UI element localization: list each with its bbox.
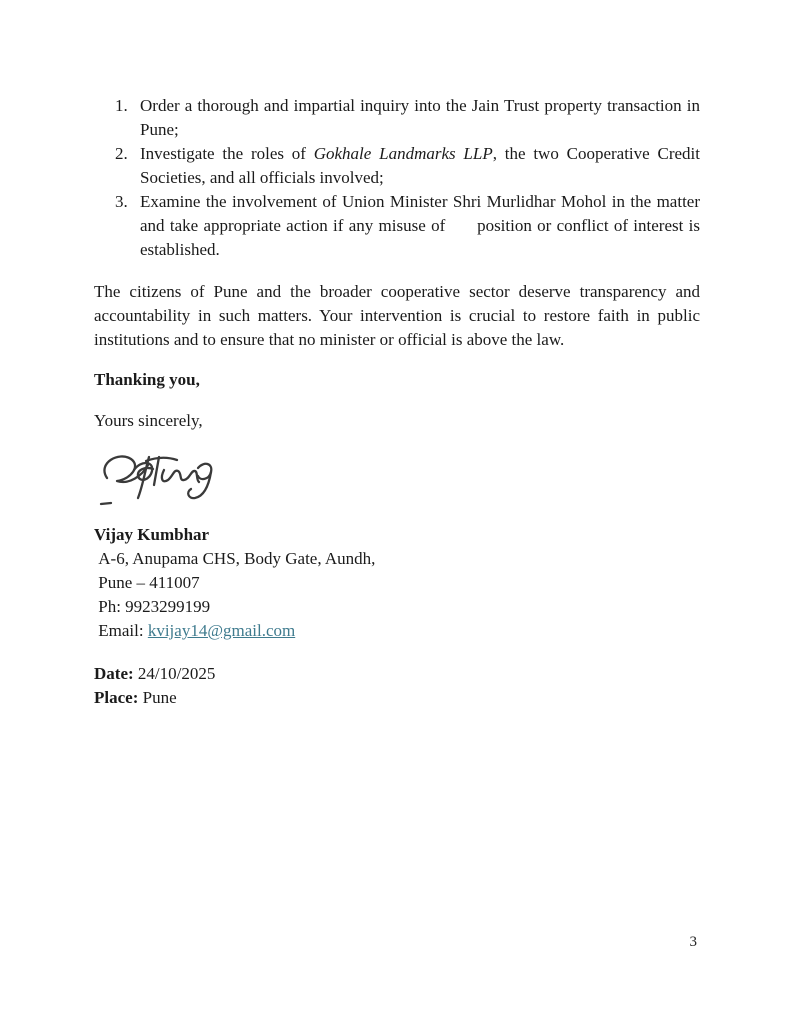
list-item-number: 2. — [115, 144, 128, 163]
date-label: Date: — [94, 664, 134, 683]
signer-phone-line: Ph: 9923299199 — [94, 597, 211, 616]
email-label: Email: — [94, 621, 148, 640]
list-item-text-run: Investigate the roles of — [140, 144, 314, 163]
signer-address-line-1: A-6, Anupama CHS, Body Gate, Aundh, — [94, 549, 376, 568]
request-list — [94, 94, 705, 262]
list-item-text-run: Order a thorough and impartial inquiry into the Jain Trust property transaction in Pune; — [140, 96, 705, 139]
date-value: 24/10/2025 — [133, 664, 216, 683]
list-item-number: 3. — [115, 192, 128, 211]
list-item-text — [140, 94, 705, 142]
yours-sincerely-line: Yours sincerely, — [94, 411, 203, 430]
date-place-block — [94, 662, 700, 710]
list-item-text-run: , the two Cooperative Credit Societies, and all officials involved; — [140, 144, 705, 187]
place-label: Place: — [94, 688, 139, 707]
list-item — [115, 94, 705, 142]
list-item-text — [140, 190, 705, 262]
list-item — [115, 142, 705, 190]
signature-image — [94, 447, 700, 511]
thanking-you-line: Thanking you, — [94, 370, 200, 389]
closing-paragraph: The citizens of Pune and the broader cooperative sector deserve transparency and accountability in such matters. Your intervention is crucial to restore faith in public institutions and to ensure that no minister or official is above the law. — [94, 282, 700, 349]
signer-address-line-2: Pune – 411007 — [94, 573, 200, 592]
list-item-italic-run: Gokhale Landmarks LLP — [313, 144, 493, 163]
email-link[interactable]: kvijay14@gmail.com — [147, 621, 296, 640]
list-item-text — [140, 142, 705, 190]
signer-block — [94, 523, 700, 643]
signer-email-line — [94, 619, 700, 643]
signature-scribble-icon — [94, 447, 224, 511]
list-item-text-run: Examine the involvement of Union Minister Shri Murlidhar Mohol in the matter and take appropriate action if any misuse of position or conflict of interest is established. — [140, 192, 705, 259]
page-number: 3 — [689, 934, 697, 950]
place-line — [94, 686, 700, 710]
signer-name: Vijay Kumbhar — [94, 525, 210, 544]
list-item-number: 1. — [115, 96, 128, 115]
date-line — [94, 662, 700, 686]
place-value: Pune — [138, 688, 177, 707]
list-item — [115, 190, 705, 262]
